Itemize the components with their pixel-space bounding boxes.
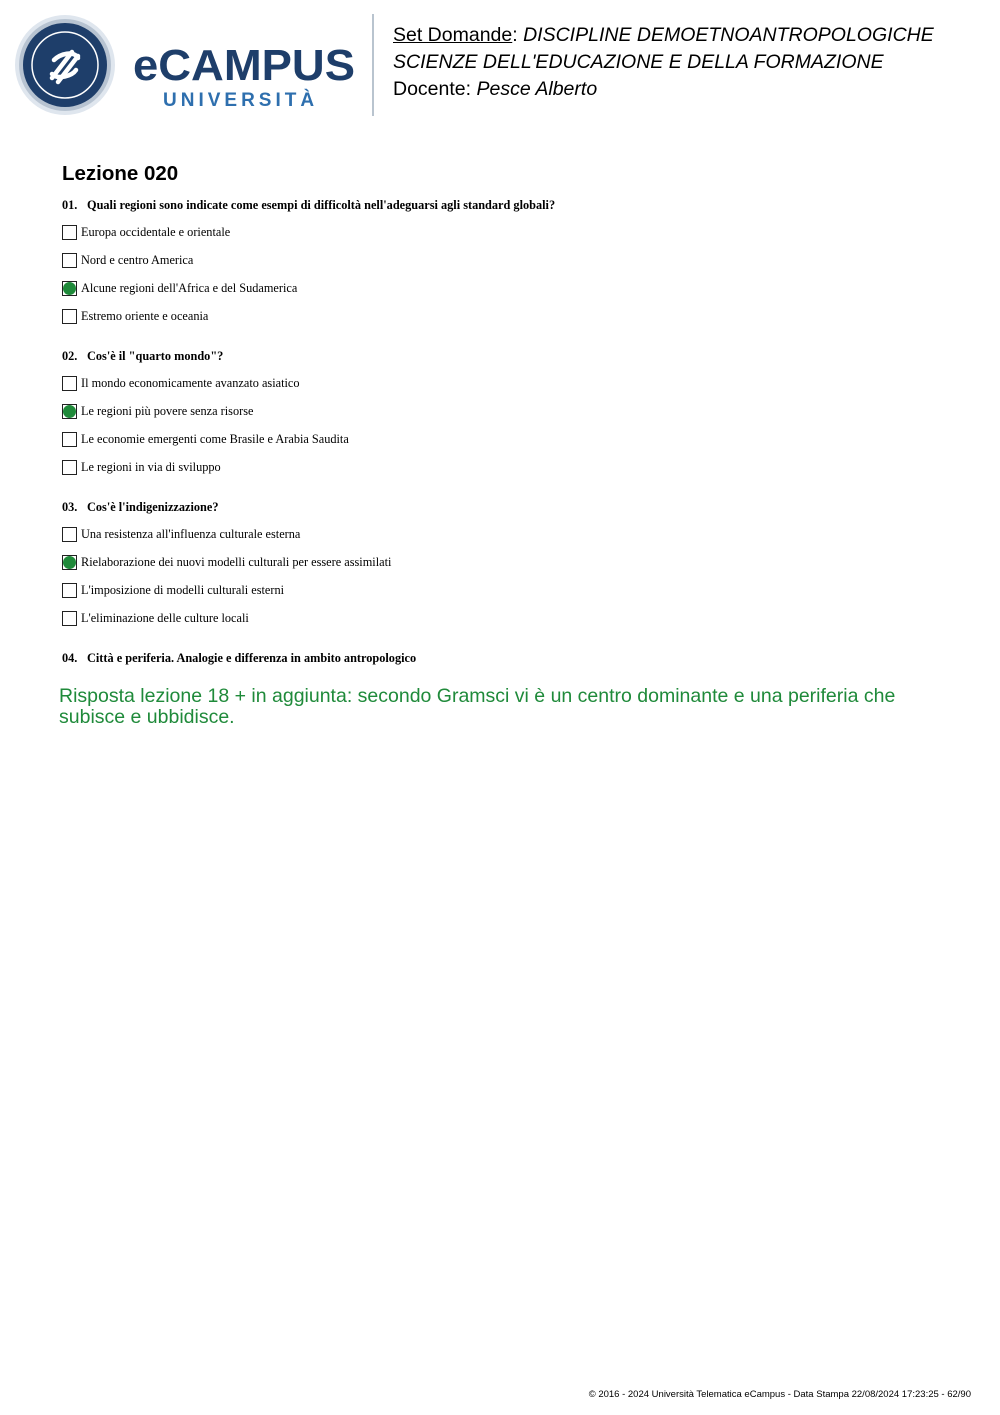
question-text: Cos'è l'indigenizzazione? <box>87 500 219 514</box>
checkbox[interactable] <box>62 309 77 324</box>
option-text: Nord e centro America <box>81 252 194 267</box>
option-row[interactable] <box>62 252 193 268</box>
question-02 <box>62 349 223 364</box>
checkbox[interactable] <box>62 527 77 542</box>
question-text: Cos'è il "quarto mondo"? <box>87 349 224 363</box>
checkbox-checked[interactable] <box>62 555 77 570</box>
question-text: Quali regioni sono indicate come esempi di difficoltà nell'adeguarsi agli standard globali? <box>87 198 556 212</box>
option-text: Le economie emergenti come Brasile e Arabia Saudita <box>81 431 349 446</box>
teacher-label: Docente <box>393 78 466 100</box>
option-text: L'imposizione di modelli culturali esterni <box>81 582 285 597</box>
course-title-line2: SCIENZE DELL'EDUCAZIONE E DELLA FORMAZIONE <box>393 51 884 73</box>
page-header <box>0 0 1000 120</box>
checkbox[interactable] <box>62 432 77 447</box>
question-number: 04. <box>62 651 78 665</box>
question-number: 02. <box>62 349 78 363</box>
page-footer: © 2016 - 2024 Università Telematica eCampus - Data Stampa 22/08/2024 17:23:25 - 62/90 <box>588 1389 971 1400</box>
checkbox[interactable] <box>62 225 77 240</box>
set-label: Set Domande <box>393 24 513 46</box>
question-number: 01. <box>62 198 78 212</box>
checkbox[interactable] <box>62 583 77 598</box>
option-row[interactable] <box>62 224 230 240</box>
option-row[interactable] <box>62 582 284 598</box>
option-text: L'eliminazione delle culture locali <box>81 610 249 625</box>
checkbox[interactable] <box>62 253 77 268</box>
option-text: Le regioni più povere senza risorse <box>81 403 254 418</box>
option-row[interactable] <box>62 554 391 570</box>
option-text: Le regioni in via di sviluppo <box>81 459 221 474</box>
option-row[interactable] <box>62 403 253 419</box>
teacher-name: Pesce Alberto <box>476 78 598 100</box>
option-text: Estremo oriente e oceania <box>81 308 209 323</box>
logo-name: eCAMPUS <box>133 41 355 90</box>
option-text: Rielaborazione dei nuovi modelli culturali per essere assimilati <box>81 554 392 569</box>
lesson-title: Lezione 020 <box>62 162 179 185</box>
option-text: Alcune regioni dell'Africa e del Sudamerica <box>81 280 298 295</box>
set-info: Set Domande: DISCIPLINE DEMOETNOANTROPOLOGICHE SCIENZE DELL'EDUCAZIONE E DELLA FORMAZIONE Docente: Pesce Alberto <box>393 24 934 100</box>
checkbox[interactable] <box>62 611 77 626</box>
header-divider <box>372 14 374 116</box>
question-03 <box>62 500 219 515</box>
ecampus-logo <box>133 40 355 114</box>
question-text: Città e periferia. Analogie e differenza in ambito antropologico <box>87 651 417 665</box>
checkbox-checked[interactable] <box>62 404 77 419</box>
option-row[interactable] <box>62 280 297 296</box>
answer-text: Risposta lezione 18 + in aggiunta: secondo Gramsci vi è un centro dominante e una periferia che subisce e ubbidisce. <box>59 685 896 728</box>
question-04 <box>62 651 416 666</box>
option-row[interactable] <box>62 375 300 391</box>
option-row[interactable] <box>62 459 221 475</box>
university-seal-icon <box>14 14 116 116</box>
course-title-line1: DISCIPLINE DEMOETNOANTROPOLOGICHE <box>523 24 934 46</box>
option-row[interactable] <box>62 308 208 324</box>
checkbox[interactable] <box>62 460 77 475</box>
question-01 <box>62 198 555 213</box>
option-row[interactable] <box>62 431 349 447</box>
checkbox-checked[interactable] <box>62 281 77 296</box>
option-text: Il mondo economicamente avanzato asiatico <box>81 375 300 390</box>
logo-sub: UNIVERSITÀ <box>163 90 319 111</box>
option-text: Europa occidentale e orientale <box>81 224 231 239</box>
checkbox[interactable] <box>62 376 77 391</box>
option-row[interactable] <box>62 526 300 542</box>
option-row[interactable] <box>62 610 249 626</box>
option-text: Una resistenza all'influenza culturale esterna <box>81 526 301 541</box>
question-number: 03. <box>62 500 78 514</box>
